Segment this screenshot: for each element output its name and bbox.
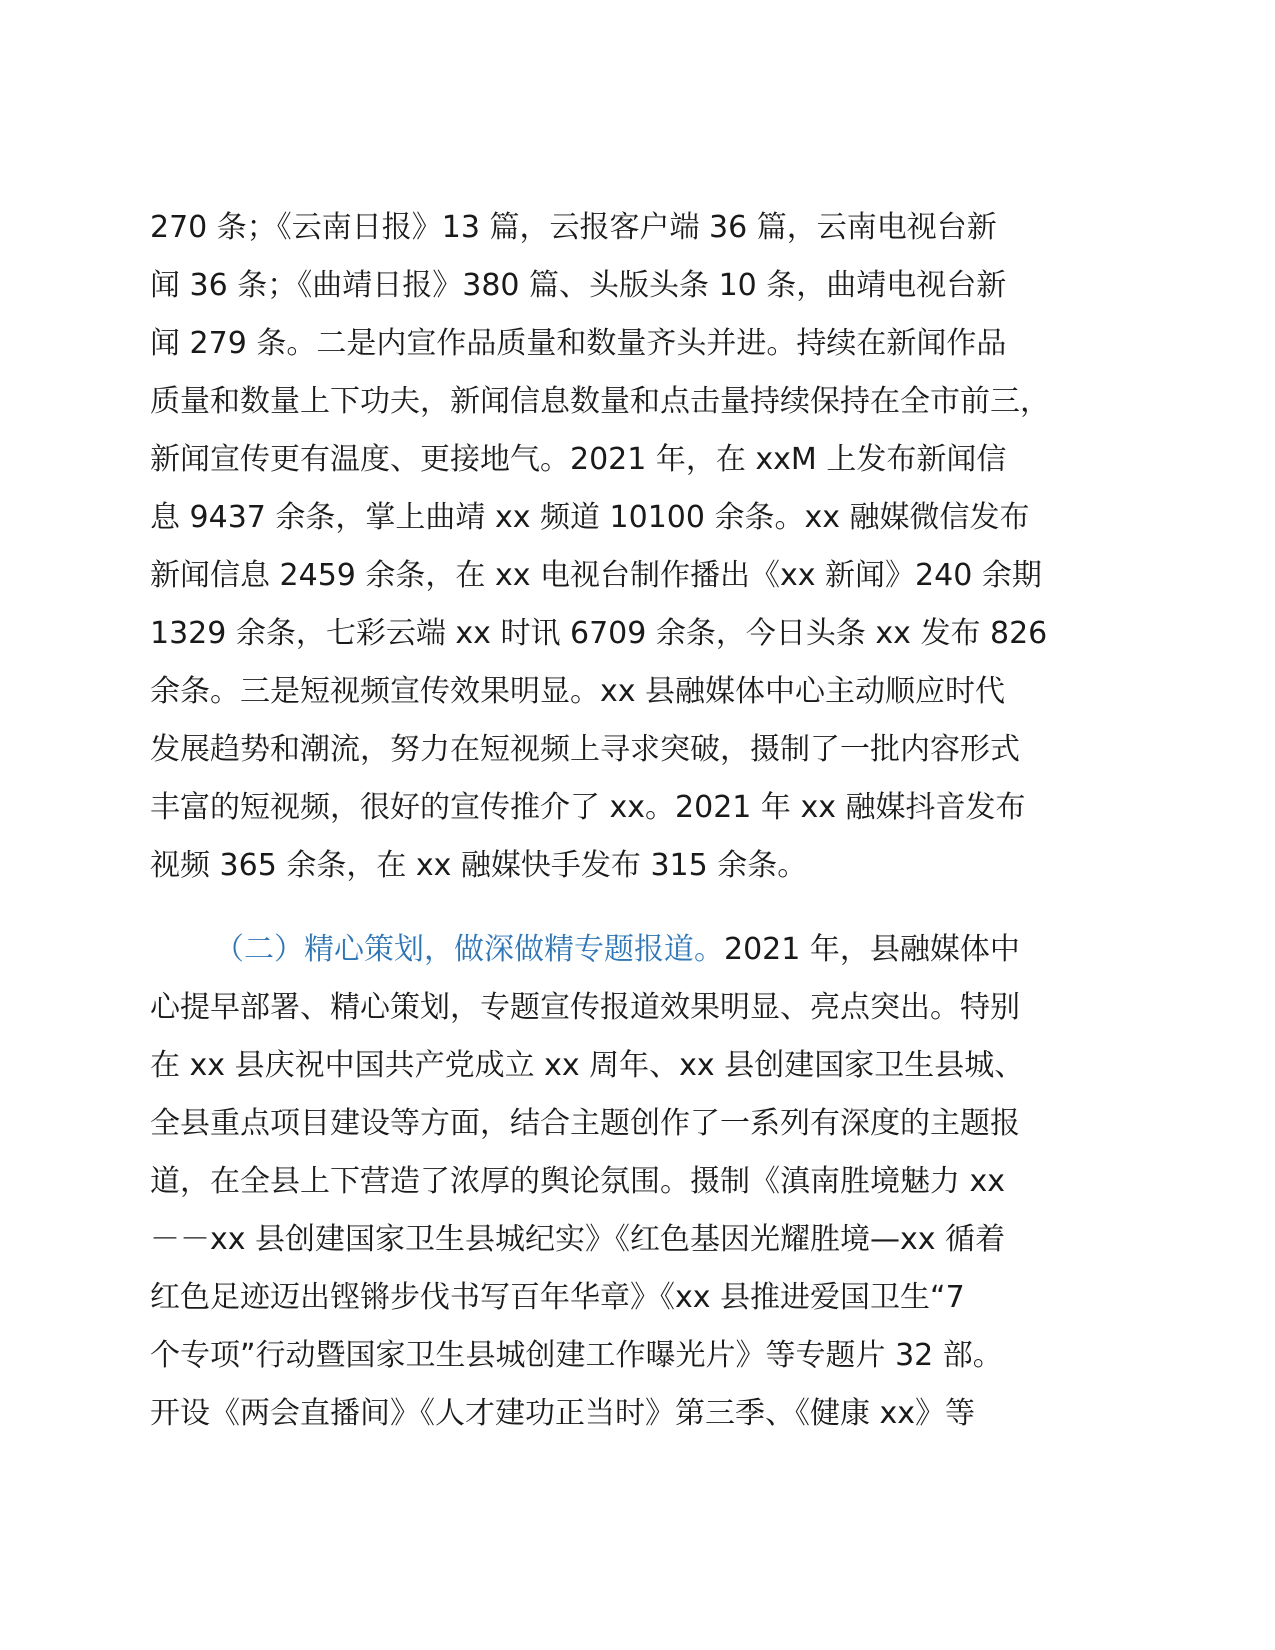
text-line: 质量和数量上下功夫，新闻信息数量和点击量持续保持在全市前三，	[150, 384, 1050, 419]
text-line-first	[150, 921, 1125, 979]
text-line: 在 xx 县庆祝中国共产党成立 xx 周年、xx 县创建国家卫生县城、	[150, 1048, 1025, 1083]
text-line: 红色足迹迈出铿锵步伐书写百年华章》《xx 县推进爱国卫生“7	[150, 1280, 965, 1315]
text-line: 270 条；《云南日报》13 篇，云报客户端 36 篇，云南电视台新	[150, 210, 997, 245]
text-line: －－xx 县创建国家卫生县城纪实》《红色基因光耀胜境—xx 循着	[150, 1222, 1006, 1257]
text-line: 开设《两会直播间》《人才建功正当时》第三季、《健康 xx》等	[150, 1396, 976, 1431]
text-line: 1329 余条，七彩云端 xx 时讯 6709 余条，今日头条 xx 发布 826	[150, 616, 1048, 651]
text-line: 丰富的短视频，很好的宣传推介了 xx。2021 年 xx 融媒抖音发布	[150, 790, 1026, 825]
text-line: 个专项”行动暨国家卫生县城创建工作曝光片》等专题片 32 部。	[150, 1338, 1003, 1373]
paragraph-special-reports	[150, 921, 1125, 1443]
section-heading: （二）精心策划，做深做精专题报道。	[214, 932, 724, 967]
text-line: 视频 365 余条，在 xx 融媒快手发布 315 余条。	[150, 848, 808, 883]
text-line: 新闻宣传更有温度、更接地气。2021 年，在 xxM 上发布新闻信	[150, 442, 1007, 477]
paragraph-media-statistics	[150, 199, 1125, 895]
text-line: 心提早部署、精心策划，专题宣传报道效果明显、亮点突出。特别	[150, 990, 1020, 1025]
text-line: 闻 279 条。二是内宣作品质量和数量齐头并进。持续在新闻作品	[150, 326, 1007, 361]
text-line: 息 9437 余条，掌上曲靖 xx 频道 10100 余条。xx 融媒微信发布	[150, 500, 1030, 535]
text-line: 发展趋势和潮流，努力在短视频上寻求突破，摄制了一批内容形式	[150, 732, 1020, 767]
text-line: 新闻信息 2459 余条，在 xx 电视台制作播出《xx 新闻》240 余期	[150, 558, 1042, 593]
text-line: 闻 36 条；《曲靖日报》380 篇、头版头条 10 条，曲靖电视台新	[150, 268, 1007, 303]
text-line: 余条。三是短视频宣传效果明显。xx 县融媒体中心主动顺应时代	[150, 674, 1006, 709]
text-line: 全县重点项目建设等方面，结合主题创作了一系列有深度的主题报	[150, 1106, 1020, 1141]
text-fragment: 2021 年，县融媒体中	[724, 932, 1020, 967]
text-line: 道，在全县上下营造了浓厚的舆论氛围。摄制《滇南胜境魅力 xx	[150, 1164, 1006, 1199]
